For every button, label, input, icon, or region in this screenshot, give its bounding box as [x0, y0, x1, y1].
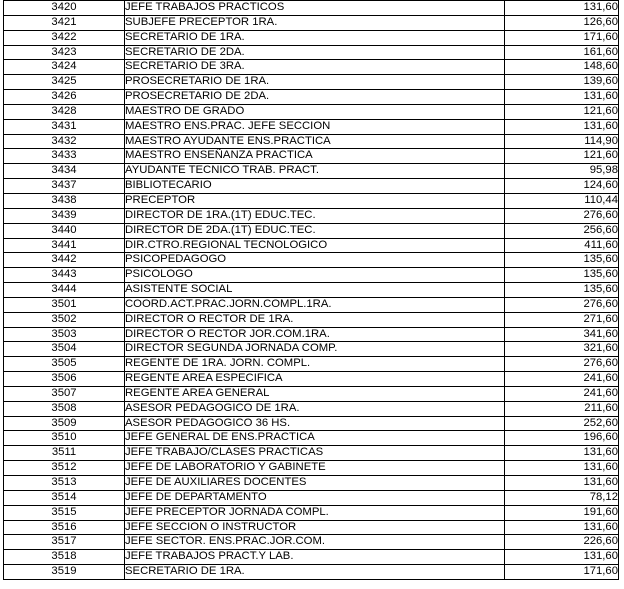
row-description-cell: MAESTRO ENS.PRAC. JEFE SECCION: [125, 119, 505, 134]
row-amount-cell: 131,60: [505, 90, 619, 105]
table-row: [4, 179, 619, 194]
row-description-cell: JEFE SECCION O INSTRUCTOR: [125, 520, 505, 535]
row-code-cell: 3433: [4, 149, 125, 164]
row-code-cell: 3503: [4, 327, 125, 342]
row-code-cell: 3512: [4, 461, 125, 476]
row-amount-cell: 341,60: [505, 327, 619, 342]
row-description-cell: BIBLIOTECARIO: [125, 179, 505, 194]
row-amount-cell: 121,60: [505, 149, 619, 164]
row-amount-cell: 124,60: [505, 179, 619, 194]
row-amount-cell: 171,60: [505, 565, 619, 580]
row-amount-cell: 256,60: [505, 223, 619, 238]
row-code-cell: 3422: [4, 30, 125, 45]
row-amount-cell: 131,60: [505, 476, 619, 491]
row-code-cell: 3425: [4, 75, 125, 90]
table-row: [4, 312, 619, 327]
table-row: [4, 164, 619, 179]
row-amount-cell: 148,60: [505, 60, 619, 75]
table-row: [4, 505, 619, 520]
row-code-cell: 3441: [4, 238, 125, 253]
row-description-cell: ASISTENTE SOCIAL: [125, 283, 505, 298]
row-code-cell: 3505: [4, 357, 125, 372]
table-row: [4, 386, 619, 401]
row-amount-cell: 276,60: [505, 297, 619, 312]
table-row: [4, 490, 619, 505]
table-row: [4, 15, 619, 30]
row-amount-cell: 411,60: [505, 238, 619, 253]
table-row: [4, 90, 619, 105]
table-row: [4, 342, 619, 357]
table-row: [4, 565, 619, 580]
row-code-cell: 3443: [4, 268, 125, 283]
row-code-cell: 3428: [4, 104, 125, 119]
table-body: [4, 1, 619, 580]
row-description-cell: SUBJEFE PRECEPTOR 1RA.: [125, 15, 505, 30]
row-description-cell: SECRETARIO DE 1RA.: [125, 565, 505, 580]
row-amount-cell: 135,60: [505, 253, 619, 268]
row-description-cell: PSICOLOGO: [125, 268, 505, 283]
table-row: [4, 357, 619, 372]
row-description-cell: MAESTRO AYUDANTE ENS.PRACTICA: [125, 134, 505, 149]
row-code-cell: 3516: [4, 520, 125, 535]
row-amount-cell: 110,44: [505, 193, 619, 208]
table-row: [4, 104, 619, 119]
row-amount-cell: 121,60: [505, 104, 619, 119]
row-description-cell: DIRECTOR DE 1RA.(1T) EDUC.TEC.: [125, 208, 505, 223]
row-code-cell: 3508: [4, 401, 125, 416]
row-code-cell: 3420: [4, 1, 125, 16]
row-amount-cell: 114,90: [505, 134, 619, 149]
row-description-cell: MAESTRO DE GRADO: [125, 104, 505, 119]
row-description-cell: JEFE DE DEPARTAMENTO: [125, 490, 505, 505]
row-amount-cell: 126,60: [505, 15, 619, 30]
row-code-cell: 3424: [4, 60, 125, 75]
row-code-cell: 3518: [4, 550, 125, 565]
row-description-cell: REGENTE AREA ESPECIFICA: [125, 372, 505, 387]
row-description-cell: PROSECRETARIO DE 1RA.: [125, 75, 505, 90]
table-row: [4, 283, 619, 298]
row-code-cell: 3517: [4, 535, 125, 550]
row-code-cell: 3519: [4, 565, 125, 580]
table-row: [4, 45, 619, 60]
row-amount-cell: 276,60: [505, 208, 619, 223]
row-code-cell: 3438: [4, 193, 125, 208]
table-row: [4, 60, 619, 75]
row-description-cell: DIRECTOR O RECTOR JOR.COM.1RA.: [125, 327, 505, 342]
row-amount-cell: 131,60: [505, 1, 619, 16]
row-amount-cell: 131,60: [505, 119, 619, 134]
table-row: [4, 476, 619, 491]
row-code-cell: 3513: [4, 476, 125, 491]
table-row: [4, 431, 619, 446]
table-row: [4, 550, 619, 565]
row-amount-cell: 161,60: [505, 45, 619, 60]
row-amount-cell: 139,60: [505, 75, 619, 90]
row-amount-cell: 131,60: [505, 550, 619, 565]
row-description-cell: JEFE PRECEPTOR JORNADA COMPL.: [125, 505, 505, 520]
row-description-cell: ASESOR PEDAGOGICO DE 1RA.: [125, 401, 505, 416]
row-code-cell: 3440: [4, 223, 125, 238]
row-code-cell: 3506: [4, 372, 125, 387]
row-amount-cell: 95,98: [505, 164, 619, 179]
row-code-cell: 3431: [4, 119, 125, 134]
row-amount-cell: 191,60: [505, 505, 619, 520]
table-row: [4, 520, 619, 535]
row-description-cell: DIRECTOR DE 2DA.(1T) EDUC.TEC.: [125, 223, 505, 238]
table-row: [4, 223, 619, 238]
row-code-cell: 3432: [4, 134, 125, 149]
table-row: [4, 535, 619, 550]
table-row: [4, 372, 619, 387]
row-description-cell: MAESTRO ENSEÑANZA PRACTICA: [125, 149, 505, 164]
row-amount-cell: 131,60: [505, 446, 619, 461]
table-row: [4, 416, 619, 431]
row-description-cell: SECRETARIO DE 2DA.: [125, 45, 505, 60]
salary-code-table: [3, 0, 619, 580]
row-description-cell: JEFE DE LABORATORIO Y GABINETE: [125, 461, 505, 476]
row-code-cell: 3444: [4, 283, 125, 298]
row-code-cell: 3510: [4, 431, 125, 446]
table-row: [4, 30, 619, 45]
table-row: [4, 134, 619, 149]
table-row: [4, 193, 619, 208]
table-row: [4, 327, 619, 342]
row-description-cell: ASESOR PEDAGOGICO 36 HS.: [125, 416, 505, 431]
row-description-cell: PROSECRETARIO DE 2DA.: [125, 90, 505, 105]
table-row: [4, 208, 619, 223]
row-description-cell: AYUDANTE TECNICO TRAB. PRACT.: [125, 164, 505, 179]
row-amount-cell: 226,60: [505, 535, 619, 550]
row-code-cell: 3511: [4, 446, 125, 461]
row-amount-cell: 271,60: [505, 312, 619, 327]
row-code-cell: 3423: [4, 45, 125, 60]
row-amount-cell: 241,60: [505, 386, 619, 401]
row-description-cell: PSICOPEDAGOGO: [125, 253, 505, 268]
row-description-cell: SECRETARIO DE 3RA.: [125, 60, 505, 75]
row-description-cell: REGENTE DE 1RA. JORN. COMPL.: [125, 357, 505, 372]
table-row: [4, 238, 619, 253]
row-amount-cell: 171,60: [505, 30, 619, 45]
row-amount-cell: 131,60: [505, 520, 619, 535]
row-description-cell: JEFE GENERAL DE ENS.PRACTICA: [125, 431, 505, 446]
table-row: [4, 446, 619, 461]
row-description-cell: REGENTE AREA GENERAL: [125, 386, 505, 401]
row-code-cell: 3509: [4, 416, 125, 431]
row-code-cell: 3421: [4, 15, 125, 30]
row-code-cell: 3501: [4, 297, 125, 312]
row-description-cell: DIRECTOR O RECTOR DE 1RA.: [125, 312, 505, 327]
row-description-cell: JEFE TRABAJO/CLASES PRACTICAS: [125, 446, 505, 461]
table-row: [4, 119, 619, 134]
row-amount-cell: 252,60: [505, 416, 619, 431]
row-code-cell: 3507: [4, 386, 125, 401]
row-code-cell: 3504: [4, 342, 125, 357]
row-code-cell: 3515: [4, 505, 125, 520]
row-description-cell: JEFE TRABAJOS PRACT.Y LAB.: [125, 550, 505, 565]
row-amount-cell: 241,60: [505, 372, 619, 387]
row-code-cell: 3437: [4, 179, 125, 194]
row-code-cell: 3434: [4, 164, 125, 179]
row-amount-cell: 321,60: [505, 342, 619, 357]
row-description-cell: PRECEPTOR: [125, 193, 505, 208]
row-code-cell: 3514: [4, 490, 125, 505]
row-amount-cell: 276,60: [505, 357, 619, 372]
row-description-cell: COORD.ACT.PRAC.JORN.COMPL.1RA.: [125, 297, 505, 312]
table-row: [4, 253, 619, 268]
row-description-cell: JEFE SECTOR. ENS.PRAC.JOR.COM.: [125, 535, 505, 550]
row-description-cell: JEFE TRABAJOS PRACTICOS: [125, 1, 505, 16]
table-row: [4, 461, 619, 476]
row-code-cell: 3442: [4, 253, 125, 268]
table-row: [4, 297, 619, 312]
row-code-cell: 3426: [4, 90, 125, 105]
row-amount-cell: 131,60: [505, 461, 619, 476]
row-amount-cell: 135,60: [505, 283, 619, 298]
table-row: [4, 268, 619, 283]
table-row: [4, 75, 619, 90]
table-row: [4, 1, 619, 16]
table-row: [4, 149, 619, 164]
row-description-cell: DIRECTOR SEGUNDA JORNADA COMP.: [125, 342, 505, 357]
row-amount-cell: 211,60: [505, 401, 619, 416]
row-code-cell: 3439: [4, 208, 125, 223]
row-amount-cell: 135,60: [505, 268, 619, 283]
row-amount-cell: 78,12: [505, 490, 619, 505]
row-description-cell: JEFE DE AUXILIARES DOCENTES: [125, 476, 505, 491]
table-row: [4, 401, 619, 416]
row-description-cell: DIR.CTRO.REGIONAL TECNOLOGICO: [125, 238, 505, 253]
row-code-cell: 3502: [4, 312, 125, 327]
row-description-cell: SECRETARIO DE 1RA.: [125, 30, 505, 45]
row-amount-cell: 196,60: [505, 431, 619, 446]
